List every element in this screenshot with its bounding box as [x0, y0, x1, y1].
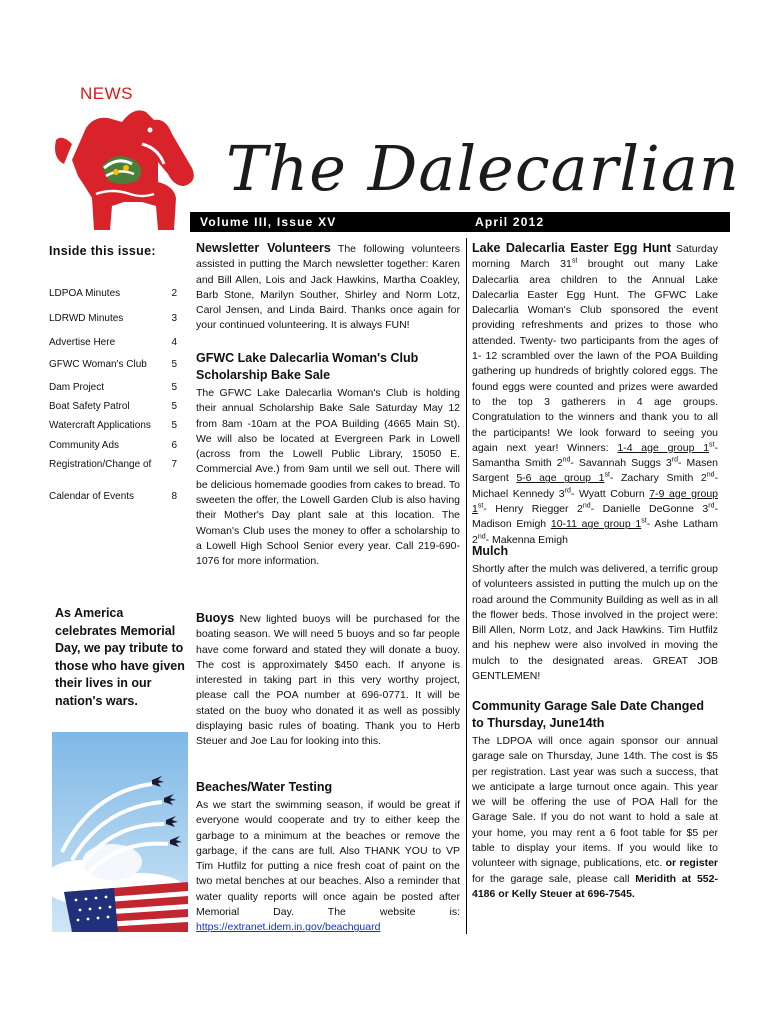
article-buoys: [196, 610, 460, 750]
winners-group-1-label: 1-4 age group 1: [617, 441, 710, 454]
column-divider: [466, 238, 467, 934]
winners-text: - Wyatt Coburn: [570, 487, 650, 500]
news-label: NEWS: [80, 84, 133, 103]
article-body: The GFWC Lake Dalecarlia Woman's Club is holding their annual Scholarship Bake Sale Saturday May 12 from 8am -10am at the POA Building (4665 Main St). We will also be located at Evergreen Park in Lowell (across from the Lowell Public Library, 15050 E. Commercial Ave.) from 9am until we sell out. There will be delicious homemade goodies from cakes to bread. To sweeten the offer, the Lowell Garden Club is also having their Mother's Day plant sale at this location. The Woman's Club uses the money to offer a scholarship to a Lowell High School Senior every year. Call 219-690-1076 for more information.: [196, 387, 460, 568]
article-body: The following volunteers assisted in putting the March newsletter together: Karen and Bill Allen, Lois and Jack Hawkins, Martha Coakley, Barb Stone, Marilyn Souther, Shirley and Norm Lotz, Carol Jensen, and Linda Baird. Thanks once again for your continued volunteering. It is always FUN!: [196, 243, 460, 332]
toc-item: [49, 359, 177, 373]
winners-text: - Samantha Smith 2: [472, 441, 718, 470]
winners-text: - Zachary Smith 2: [609, 472, 707, 485]
article-heading: GFWC Lake Dalecarlia Woman's Club Scholarship Bake Sale: [196, 351, 419, 382]
ordinal-suffix: nd: [706, 471, 715, 479]
dala-horse-logo: [42, 98, 207, 236]
article-newsletter-volunteers: [196, 240, 460, 334]
ordinal-suffix: st: [477, 502, 484, 510]
toc-item: [49, 459, 177, 473]
memorial-day-tribute: As America celebrates Memorial Day, we pay tribute to those who have given their lives in our nation's wars.: [55, 606, 185, 708]
toc-page: 5: [171, 401, 177, 412]
volume-issue: Volume III, Issue XV: [200, 215, 337, 229]
inside-issue-title: Inside this issue:: [49, 244, 156, 258]
toc-page: 8: [171, 491, 177, 502]
toc-page: 2: [171, 288, 177, 299]
toc-title: LDPOA Minutes: [49, 288, 121, 299]
article-garage-sale: [472, 698, 718, 902]
toc-title: Registration/Change of: [49, 459, 152, 470]
article-body: As we start the swimming season, if would be great if everyone would cooperate and try to either keep the garbage to a minimum at the beaches or remove the garbage, if the cans are full. Also THANK YOU to VP Tim Hutfilz for putting a nice fresh coat of paint on the two metal benches at our beaches. Also a reminder that water quality reports will once again be posted after Memorial Day. The website is:: [196, 799, 460, 919]
winners-text: - Makenna Emigh: [485, 533, 568, 546]
ordinal-suffix: st: [604, 471, 610, 479]
article-body: for the garage sale, please call: [472, 872, 636, 885]
ordinal-suffix: st: [571, 257, 578, 265]
toc-item: [49, 420, 177, 434]
toc-item: [49, 401, 177, 415]
contact-info: Meridith at 552-4186 or Kelly Steuer at 696-7545.: [472, 872, 718, 900]
winners-text: - Madison Emigh: [472, 503, 718, 531]
article-heading: Mulch: [472, 544, 509, 558]
article-beaches: [196, 779, 460, 936]
toc-title: Advertise Here: [49, 337, 116, 348]
ordinal-suffix: st: [641, 517, 647, 525]
toc-page: 3: [171, 313, 177, 324]
ordinal-suffix: rd: [708, 502, 715, 510]
toc-title: Calendar of Events: [49, 491, 135, 502]
article-heading: Newsletter Volunteers: [196, 241, 331, 255]
winners-text: - Ashe Latham 2: [472, 518, 718, 546]
ordinal-suffix: nd: [562, 456, 571, 464]
article-body: The LDPOA will once again sponsor our annual garage sale on Thursday, June 14th. The cost is $5 per registration. Last year was such a success, that we anticipate a large turnout once again. This year we will be offering the use of POA Hall for the Garage Sale. If you do not want to hold a sale at your home, you may rent a 6 foot table for $5 per table to display your items. If you would like to volunteer with signage, publications, etc.: [472, 735, 718, 870]
toc-title: Boat Safety Patrol: [49, 401, 130, 412]
winners-group-3-label: 7-9 age group 1: [472, 487, 719, 516]
winners-group-2-label: 5-6 age group 1: [516, 472, 605, 485]
volume-bar: [190, 212, 730, 232]
ordinal-suffix: nd: [582, 502, 591, 510]
article-body: Saturday morning March 31: [472, 243, 718, 271]
article-body: Shortly after the mulch was delivered, a terrific group of volunteers assisted in putting the mulch up on the road around the Community Building as well as in all the flower beds. Those involved in the project were: Bill Allen, Norm Lotz, and Jack Hawkins. Tim Hutfilz and his nephew were also involved in moving the mulch to the designated areas. GREAT JOB GENTLEMEN!: [472, 563, 718, 683]
toc-page: 6: [171, 440, 177, 451]
masthead-title: The Dalecarlian: [226, 132, 740, 205]
winners-group-4-label: 10-11 age group 1: [550, 518, 642, 531]
winners-text: - Masen Sargent: [472, 457, 718, 485]
toc-page: 5: [171, 359, 177, 370]
winners-text: - Danielle DeGonne 3: [590, 503, 709, 516]
toc-title: LDRWD Minutes: [49, 313, 124, 324]
article-heading: Lake Dalecarlia Easter Egg Hunt: [472, 241, 672, 255]
toc-title: Dam Project: [49, 382, 105, 393]
winners-text: - Henry Riegger 2: [483, 503, 583, 516]
toc-item: [49, 491, 177, 505]
ordinal-suffix: rd: [564, 487, 571, 495]
winners-text: - Michael Kennedy 3: [472, 472, 718, 500]
article-bake-sale: [196, 350, 460, 570]
toc-title: Community Ads: [49, 440, 120, 451]
article-body-bold: or register: [665, 857, 718, 870]
toc-item: [49, 288, 177, 302]
issue-date: April 2012: [475, 215, 545, 229]
toc-page: 5: [171, 382, 177, 393]
article-heading: Buoys: [196, 611, 235, 625]
article-mulch: [472, 543, 718, 684]
article-easter-egg-hunt: [472, 240, 718, 548]
toc-title: GFWC Woman's Club: [49, 359, 147, 370]
flag-and-jets-image: [52, 732, 188, 932]
toc-item: [49, 313, 177, 327]
article-heading: Community Garage Sale Date Changed to Thursday, June14th: [472, 699, 705, 730]
beachguard-link[interactable]: https://extranet.idem.in.gov/beachguard: [196, 921, 381, 934]
article-heading: Beaches/Water Testing: [196, 780, 333, 794]
article-body: New lighted buoys will be purchased for the boating season. We will need 5 buoys and so far people have come forward and stated they will donate a buoy. The cost is approximately $450 each. If anyone is interested in taking part in this very worthy project, please call the POA number at 696-0771. It will be stated on the buoy who donated it as well as possibly displaying basic rules of boating. Thank you to Herb Steuer and Joe Lau for looking into this.: [196, 613, 460, 748]
toc-item: [49, 337, 177, 351]
toc-page: 4: [171, 337, 177, 348]
toc-item: [49, 440, 177, 454]
ordinal-suffix: st: [709, 441, 715, 449]
ordinal-suffix: nd: [477, 533, 486, 541]
winners-text: - Savannah Suggs 3: [570, 457, 672, 470]
toc-title: Watercraft Applications: [49, 420, 151, 431]
article-body: brought out many Lake Dalecarlia area children to the Annual Lake Dalecarlia Easter Egg Hunt. The GFWC Lake Dalecarlia Woman's Club sponsored the event providing refreshments and prizes to those who attended. Twenty- two participants from the ages of 1- 12 scrambled over the lawn of the POA Building gathering up hundreds of brightly colored eggs. The found eggs were counted and prizes were awarded to the top 3 gatherers in 4 age groups. Congratulation to the winners and thank you to all the participants! We look forward to seeing you again next year! Winners:: [472, 258, 718, 454]
toc-page: 7: [171, 459, 177, 470]
ordinal-suffix: rd: [671, 456, 678, 464]
toc-item: [49, 382, 177, 396]
toc-page: 5: [171, 420, 177, 431]
